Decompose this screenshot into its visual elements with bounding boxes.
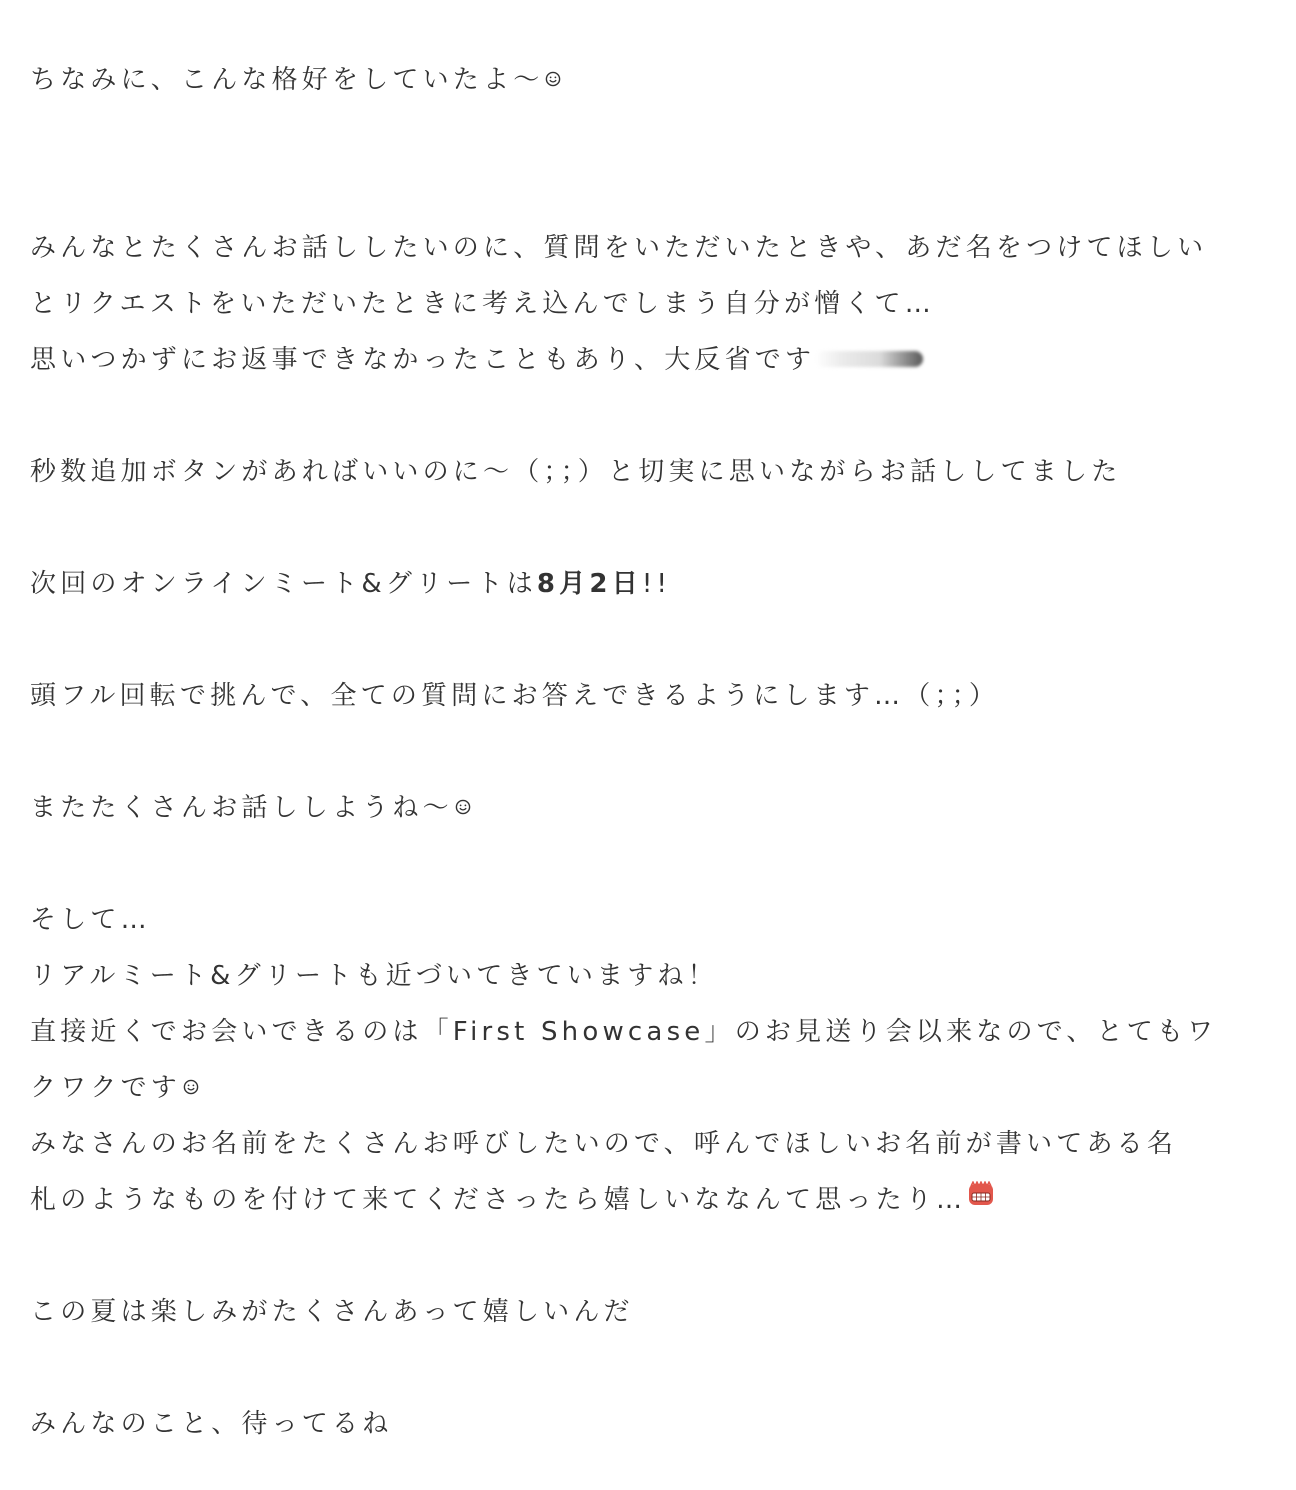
post-text: 札のようなものを付けて来てくださったら嬉しいななんて思ったり… (30, 1185, 967, 1215)
post-line (30, 276, 1260, 332)
post-line (30, 892, 1260, 948)
paragraph-gap (30, 108, 1260, 220)
post-line (30, 220, 1260, 276)
post-text: 直接近くでお会いできるのは「First Showcase」のお見送り会以来なので、とてもワ (30, 1017, 1218, 1047)
post-line (30, 668, 1260, 724)
post-text: この夏は楽しみがたくさんあって嬉しいんだ (30, 1297, 634, 1327)
post-line (30, 444, 1260, 500)
smiley-icon (183, 1059, 199, 1115)
post-text: みんなのこと、待ってるね (30, 1409, 393, 1439)
paragraph-gap (30, 500, 1260, 556)
paragraph-gap (30, 836, 1260, 892)
post-text: クワクです (30, 1073, 182, 1103)
post-text: 次回のオンラインミート&グリートは (30, 569, 537, 599)
post-text: 頭フル回転で挑んで、全ての質問にお答えできるようにします…（；；） (30, 681, 1000, 711)
post-line (30, 332, 1260, 388)
post-text: みんなとたくさんお話ししたいのに、質問をいただいたときや、あだ名をつけてほしい (30, 233, 1208, 263)
paragraph-gap (30, 1340, 1260, 1396)
smiley-icon (455, 779, 471, 835)
post-line (30, 1116, 1260, 1172)
blog-post-body (30, 52, 1260, 1452)
post-line (30, 1284, 1260, 1340)
paragraph-gap (30, 724, 1260, 780)
post-line (30, 52, 1260, 108)
post-line (30, 1172, 1260, 1228)
post-text: リアルミート&グリートも近づいてきていますね！ (30, 961, 718, 991)
post-line (30, 1004, 1260, 1060)
paragraph-gap (30, 388, 1260, 444)
smiley-icon (545, 51, 561, 107)
grimacing-face-icon (968, 1171, 994, 1227)
paragraph-gap (30, 612, 1260, 668)
post-text: 思いつかずにお返事できなかったこともあり、大反省です (30, 345, 816, 375)
post-line (30, 948, 1260, 1004)
blurred-sticker-image (815, 351, 923, 367)
event-date: 8月2日 (536, 569, 642, 599)
post-text: そして… (30, 905, 151, 935)
post-line (30, 780, 1260, 836)
paragraph-gap (30, 1228, 1260, 1284)
post-text: またたくさんお話ししようね〜 (30, 793, 453, 823)
post-text: ちなみに、こんな格好をしていたよ〜 (30, 65, 544, 95)
post-line (30, 556, 1260, 612)
post-line (30, 1396, 1260, 1452)
post-text: !! (641, 569, 672, 599)
post-text: とリクエストをいただいたときに考え込んでしまう自分が憎くて… (30, 289, 935, 319)
post-line (30, 1060, 1260, 1116)
post-text: 秒数追加ボタンがあればいいのに〜（；；）と切実に思いながらお話ししてました (30, 457, 1122, 487)
post-text: みなさんのお名前をたくさんお呼びしたいので、呼んでほしいお名前が書いてある名 (30, 1129, 1178, 1159)
